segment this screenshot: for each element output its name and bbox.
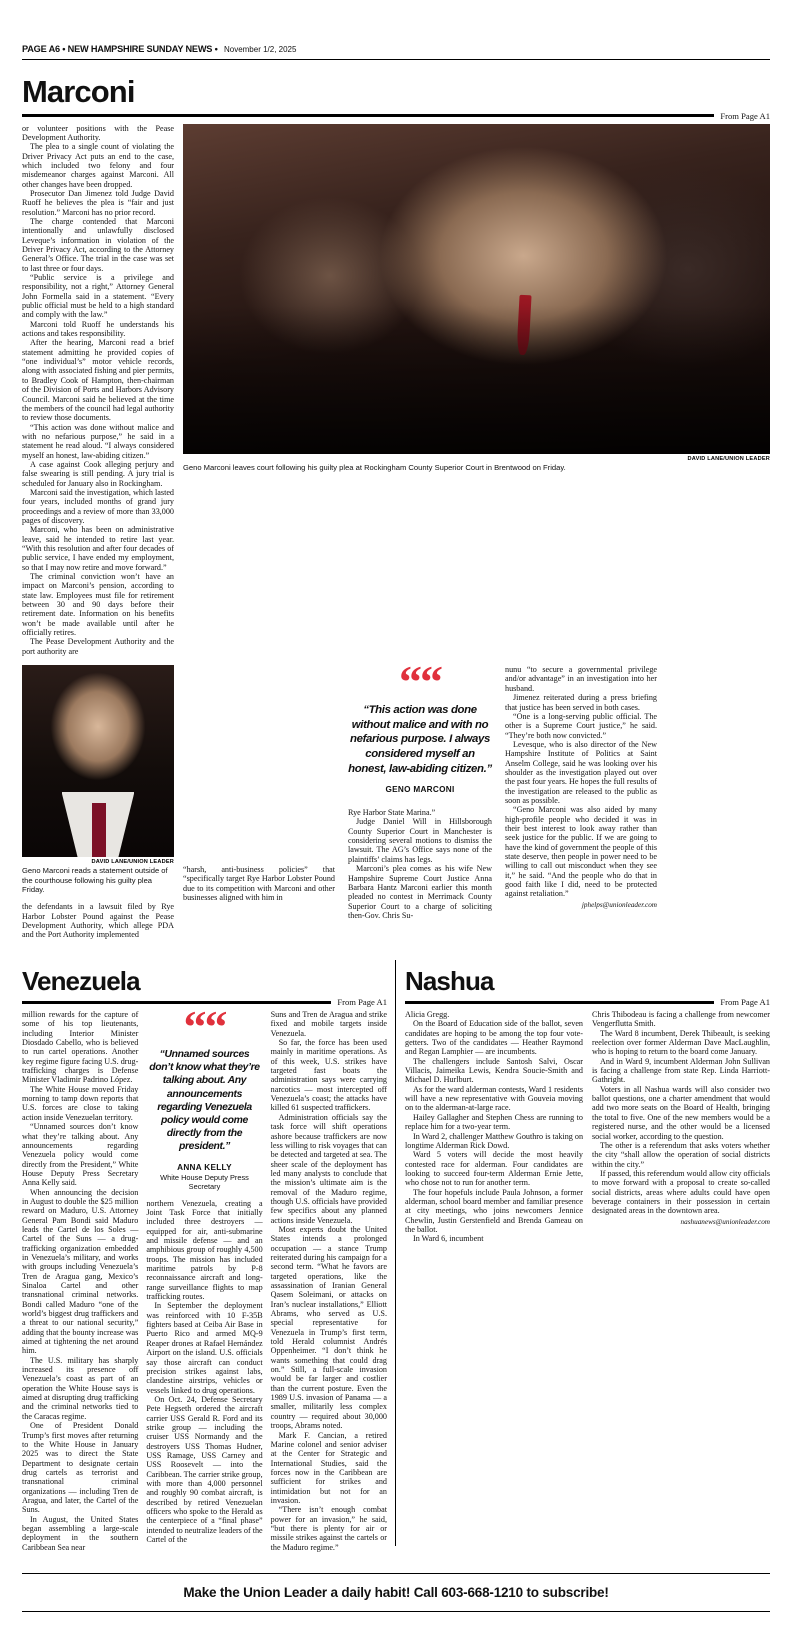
quote-mark-icon: ““ <box>183 1001 226 1053</box>
body-paragraph: “This action was done without malice and with no nefarious purpose,” he said in a statement he read aloud. “I always considered myself an honest, law-abiding citizen.” <box>22 422 174 460</box>
body-paragraph: Ward 5 voters will decide the most heavily contested race for alderman. Four candidates are looking to succeed four-term Alderman Ernie Jette, who chose not to run for another term. <box>405 1150 583 1188</box>
nashua-column-1 <box>405 1010 583 1244</box>
marconi-pullquote <box>344 656 496 940</box>
body-paragraph: So far, the force has been used mainly in maritime operations. As of this week, U.S. strikes have targeted fast boats the administration says were carrying narcotics — most intercepted off Venezuela’s coast; the attacks have killed 61 suspected traffickers. <box>270 1038 387 1113</box>
body-paragraph: Prosecutor Dan Jimenez told Judge David Ruoff he believes the plea is “fair and just resolution.” Marconi has no prior record. <box>22 188 174 217</box>
venezuela-jump-rule <box>22 1001 331 1004</box>
body-paragraph: Marconi’s plea comes as his wife New Hampshire Supreme Court Justice Anna Barbara Hantz Marconi earlier this month pleaded no contest in Merrimack County Superior Court to a charge of soliciting then-Gov. Chris Su- <box>348 864 492 920</box>
nashua-jump-rule <box>405 1001 714 1004</box>
body-paragraph: One of President Donald Trump’s first moves after returning to the White House in January 2025 was to direct the State Department to designate certain drug cartels as terrorist and transnational criminal organizations — including Tren de Aragua, and later, the Cartel of the Suns. <box>22 1421 139 1515</box>
folio-sep-2: • <box>212 44 220 54</box>
body-paragraph: “Public service is a privilege and responsibility, not a right,” Attorney General John Formella said in a statement. “Every public official must be held to a high standard and comply with the law.” <box>22 273 174 320</box>
marconi-column-5 <box>505 665 657 940</box>
reporter-email: jphelps@unionleader.com <box>581 900 657 909</box>
body-paragraph: The Ward 8 incumbent, Derek Thibeault, is seeking reelection over former Alderman Dave MacLaughlin, who is hoping to return to the board come January. <box>592 1028 770 1057</box>
marconi-photo-1-credit: DAVID LANE/UNION LEADER <box>687 455 770 462</box>
venezuela-jump-label: From Page A1 <box>337 997 387 1008</box>
marconi-jump-row <box>22 111 770 121</box>
body-paragraph: The White House moved Friday morning to tamp down reports that U.S. forces are close to taking action inside Venezuelan territory. <box>22 1084 139 1122</box>
body-paragraph: Rye Harbor State Marina.” <box>348 808 436 818</box>
venezuela-pullquote-attribution: ANNA KELLY <box>177 1162 232 1172</box>
body-paragraph: Jimenez reiterated during a press briefing that justice has been served in both cases. <box>505 693 657 712</box>
marconi-column-1 <box>22 124 174 657</box>
body-paragraph: The challengers include Santosh Salvi, Oscar Villacis, Jaimeika Lewis, Kendra Soucie-Smith and Michael D. Hurlburt. <box>405 1056 583 1085</box>
body-paragraph: the defendants in a lawsuit filed by Rye Harbor Lobster Pound against the Pease Development Authority, which allege PDA and the Port Authority implemented <box>22 902 174 940</box>
body-paragraph: In September the deployment was reinforced with 10 F-35B fighters based at Ceiba Air Base in Puerto Rico and armed MQ-9 Reaper drones at Rafael Hernández Airport on the island. U.S. officials say those aircraft can conduct precision strikes against labs, clandestine airstrips, vehicles or vessels linked to drug operations. <box>146 1301 263 1395</box>
body-paragraph: Alicia Gregg. <box>405 1010 450 1020</box>
marconi-top-block <box>22 124 770 657</box>
body-paragraph: Chris Thibodeau is facing a challenge from newcomer Vengerflutta Smith. <box>592 1010 770 1029</box>
body-paragraph: Hailey Gallagher and Stephen Chess are running to replace him for a two-year term. <box>405 1112 583 1132</box>
body-paragraph: As for the ward alderman contests, Ward 1 residents will have a new representative with Gouveia moving on to the alderman-at-large race. <box>405 1084 583 1113</box>
venezuela-pullquote-text: “Unnamed sources don’t know what they’re talking about. Any announcements regarding Venezuela policy would come directly from the president.” <box>149 1049 260 1153</box>
nashua-columns <box>405 1010 770 1244</box>
marconi-column-2 <box>22 902 174 939</box>
venezuela-pullquote-attribution-title: White House Deputy Press Secretary <box>160 1172 249 1191</box>
body-paragraph: million rewards for the capture of some of his top lieutenants, including Interior Minister Diosdado Cabello, who is believed to run cartel operations. Another key regime figure facing U.S. drug-trafficking charges is Defense Minister Vladimir Padrino López. <box>22 1010 139 1085</box>
body-paragraph: The charge contended that Marconi intentionally and unlawfully disclosed Leveque’s information in violation of the Driver Privacy Act, according to the Attorney General’s Office. The trial in the case was set to last three or four days. <box>22 216 174 273</box>
body-paragraph: Administration officials say the task force will shift operations ashore because traffickers are now less willing to risk voyages that can be detected and targeted at sea. The sheer scale of the deployment has led many analysts to conclude that the mission’s ultimate aim is the removal of the Maduro regime, though U.S. officials have provided few specifics about any planned actions inside Venezuela. <box>270 1112 387 1225</box>
marconi-lower-block <box>22 656 770 940</box>
marconi-photo-2-credit: DAVID LANE/UNION LEADER <box>91 859 174 866</box>
body-paragraph: When announcing the decision in August to double the $25 million reward on Maduro, U.S. Attorney General Pam Bondi said Maduro leads the Cartel de los Soles — Cartel of the Suns — a drug-trafficking organization embedded in Venezuela’s military, and works with groups including Venezuela’s Tren de Aragua gang, Mexico’s Sinaloa Cartel and other transnational criminal networks. Bondi called Maduro “one of the world’s biggest drug traffickers and a threat to our national security,” adding that the bounty increase was aimed at tightening the net around him. <box>22 1187 139 1356</box>
body-paragraph: On the Board of Education side of the ballot, seven candidates are hoping to be among the top four vote-getters. Two of the candidates — Heather Raymond and Regan Lamphier — are incumbents. <box>405 1019 583 1057</box>
venezuela-column-2-body <box>146 1199 262 1545</box>
marconi-pullquote-attribution: GENO MARCONI <box>385 785 455 795</box>
bottom-sections <box>22 954 770 1552</box>
body-paragraph: The criminal conviction won’t have an impact on Marconi’s pension, according to state law. Employees must file for retirement between 30 and 90 days before their retirement date. Information on his benefits won’t be made available until after he officially retires. <box>22 572 174 638</box>
footer-rule-bottom <box>22 1611 770 1612</box>
marconi-statement-photo <box>22 665 174 857</box>
nashua-headline: Nashua <box>405 965 494 996</box>
nashua-column-2 <box>592 1010 770 1244</box>
body-paragraph: In Ward 6, incumbent <box>413 1234 484 1244</box>
marconi-pullquote-text: “This action was done without malice and with no nefarious purpose. I always considered myself an honest, law-abiding citizen.” <box>348 704 492 775</box>
venezuela-column-3 <box>271 1010 387 1552</box>
body-paragraph: Suns and Tren de Aragua and strike fixed and mobile targets inside Venezuela. <box>270 1010 387 1038</box>
body-paragraph: or volunteer positions with the Pease Development Authority. <box>22 123 174 142</box>
marconi-photo-2-caption: Geno Marconi reads a statement outside of the courthouse following his guilty plea Friday. <box>22 866 168 894</box>
body-paragraph: Levesque, who is also director of the New Hampshire Institute of Politics at Saint Anselm College, said he was looking over his shoulder as the investigation played out over the past four years. He hopes the full results of the investigation are released to the public as soon as possible. <box>505 739 657 805</box>
venezuela-column-2 <box>146 1001 263 1552</box>
body-paragraph: Marconi told Ruoff he understands his actions and takes responsibility. <box>22 319 174 339</box>
venezuela-section <box>22 954 387 1552</box>
body-paragraph: “Unnamed sources don’t know what they’re talking about. Any announcements regarding Venezuela policy would come directly from the President,” White House Deputy Press Secretary Anna Kelly said. <box>22 1122 139 1188</box>
body-paragraph: “One is a long-serving public official. The other is a Supreme Court justice,” he said. “They’re both now convicted.” <box>505 711 657 740</box>
body-paragraph: Marconi said the investigation, which lasted four years, included months of grand jury proceedings and a review of more than 33,000 pages of discovery. <box>22 487 174 525</box>
venezuela-pullquote <box>146 1001 262 1199</box>
body-paragraph: “harsh, anti-business policies” that “specifically target Rye Harbor Lobster Pound due to its competition with Marconi and other businesses aligned with him in <box>183 865 335 903</box>
folio <box>22 0 770 54</box>
subscribe-promo: Make the Union Leader a daily habit! Call 603-668-1210 to subscribe! <box>183 1585 609 1600</box>
folio-sep-1: • <box>59 44 68 54</box>
nashua-section <box>405 954 770 1552</box>
nashua-jump-row <box>405 997 770 1007</box>
body-paragraph: Marconi, who has been on administrative leave, said he intended to retire last year. “With this resolution and after four decades of public service, I have ended my employment, so that I may now retire and move forward.” <box>22 525 174 572</box>
marconi-column-3 <box>183 665 335 940</box>
marconi-photo-1-wrap <box>183 124 770 657</box>
reporter-email: nashuanews@unionleader.com <box>680 1217 770 1226</box>
body-paragraph: The U.S. military has sharply increased its presence off Venezuela’s coast as part of an operation the White House says is aimed at disrupting drug trafficking and the criminal networks tied to the Caracas regime. <box>22 1355 139 1421</box>
body-paragraph: In August, the United States began assembling a large-scale deployment in the southern Caribbean Sea near <box>22 1514 139 1552</box>
body-paragraph: In Ward 2, challenger Matthew Gouthro is taking on longtime Alderman Rick Dowd. <box>405 1131 584 1150</box>
quote-mark-icon: ““ <box>399 656 441 708</box>
marconi-jump-rule <box>22 114 714 117</box>
folio-publication: NEW HAMPSHIRE SUNDAY NEWS <box>67 44 213 54</box>
marconi-jump-label: From Page A1 <box>720 110 770 121</box>
body-paragraph: The four hopefuls include Paula Johnson, a former alderman, school board member and familiar presence at city meetings, who joins newcomers Jennice Chewlin, Justin Gerstenfield and Brenda Gameau on the ballot. <box>405 1187 583 1234</box>
venezuela-headline: Venezuela <box>22 965 140 996</box>
body-paragraph: If passed, this referendum would allow city officials to move forward with a proposal to create so-called social districts, areas where adults could have open beverage containers in their possession in certain designated areas in the downtown area. <box>592 1168 770 1216</box>
body-paragraph: Judge Daniel Will in Hillsborough County Superior Court in Manchester is considering several motions to dismiss the lawsuit. The AG’s Office says none of the plaintiffs’ claims has legs. <box>348 817 492 864</box>
body-paragraph: Mark F. Cancian, a retired Marine colonel and senior adviser at the Center for Strategic and International Studies, said the forces now in the Caribbean are sufficient for strikes and intimidation but not for an invasion. <box>270 1430 387 1505</box>
marconi-photo-2-wrap <box>22 665 174 940</box>
body-paragraph: And in Ward 9, incumbent Alderman John Sullivan is facing a challenge from state Rep. Linda Harriott-Gathright. <box>592 1056 770 1085</box>
body-paragraph: Voters in all Nashua wards will also consider two ballot questions, one a charter amendment that would add two more seats on the Board of Health, bringing the total to five. One of the new members would be a registered nurse, and the other would be a licensed social worker, according to the question. <box>592 1084 770 1141</box>
body-paragraph: “There isn’t enough combat power for an invasion,” he said, “but there is plenty for air or missile strikes against the cartels or the Maduro regime.” <box>270 1505 387 1552</box>
footer <box>22 1563 770 1612</box>
body-paragraph: On Oct. 24, Defense Secretary Pete Hegseth ordered the aircraft carrier USS Gerald R. Ford and its strike group — including the cruiser USS Normandy and the destroyers USS Thomas Hudner, USS Ramage, USS Carney and USS Roosevelt — into the Caribbean. The carrier strike group, with more than 4,000 personnel and roughly 90 combat aircraft, is described by retired Venezuelan officers who spoke to the Herald as the centerpiece of a “final phase” intended to neutralize leaders of the Cartel of the <box>146 1394 263 1545</box>
marconi-photo-1-caption: Geno Marconi leaves court following his guilty plea at Rockingham County Superior Court in Brentwood on Friday. <box>183 462 566 472</box>
nashua-jump-label: From Page A1 <box>720 997 770 1008</box>
venezuela-column-1 <box>22 1010 138 1552</box>
folio-rule <box>22 59 770 60</box>
body-paragraph: Most experts doubt the United States intends a prolonged occupation — a stance Trump reiterated during his campaign for a second term. “What he favors are targeted operations, like the assassination of Iranian General Qasem Soleimani, or attacks on Iran’s nuclear installations,” Elliott Abrams, who served as U.S. special representative for Venezuela in Trump’s first term, told Herald columnist Andrés Oppenheimer. “I don’t think he wants something that could drag on.” Still, a full-scale invasion would be far larger and costlier than the current posture. Even the 1989 U.S. invasion of Panama — a smaller, militarily less complex country — required about 30,000 troops, Abrams noted. <box>270 1224 387 1431</box>
folio-page-label: PAGE A6 <box>22 44 60 54</box>
body-paragraph: A case against Cook alleging perjury and false swearing is still pending. A jury trial is scheduled for January also in Rockingham. <box>22 459 174 488</box>
folio-date: November 1/2, 2025 <box>223 45 297 54</box>
marconi-column-4 <box>348 808 492 920</box>
marconi-courthouse-photo <box>183 124 770 454</box>
body-paragraph: nunu “to secure a governmental privilege and/or advantage” in an investigation into her husband. <box>505 665 657 693</box>
body-paragraph: “Geno Marconi was also aided by many high-profile people who decided it was in their best interest to look away rather than seek justice for the public. If we are going to have the kind of government the people of this state deserve, then people in power need to be willing to call out misconduct when they see it,” he said. “And the people who do that in good faith like I did, need to be protected against retaliation.” <box>505 805 657 899</box>
body-paragraph: The plea to a single count of violating the Driver Privacy Act puts an end to the case, which included two felony and four misdemeanor charges against Marconi. All other changes have been dropped. <box>22 142 174 189</box>
body-paragraph: The Pease Development Authority and the port authority are <box>22 637 174 656</box>
body-paragraph: The other is a referendum that asks voters whether the city “shall allow the operation of social districts within the city.” <box>592 1140 770 1169</box>
body-paragraph: After the hearing, Marconi read a brief statement admitting he provided copies of “one individual’s” motor vehicle records, along with associated fishing and pier permits, to Bradley Cook of Hampton, then-chairman of the Division of Ports and Harbors Advisory Council. Marconi said he believed at the time the members of the council had legal authority to review those documents. <box>22 338 174 423</box>
marconi-headline: Marconi <box>22 74 135 109</box>
body-paragraph: northern Venezuela, creating a Joint Task Force that initially included three destroyers — equipped for air, anti-submarine and missile defense — and an amphibious group of roughly 4,500 troops. The mission has included maritime patrols by P-8 reconnaissance aircraft and long-range surveillance flights to map trafficking routes. <box>146 1198 263 1302</box>
